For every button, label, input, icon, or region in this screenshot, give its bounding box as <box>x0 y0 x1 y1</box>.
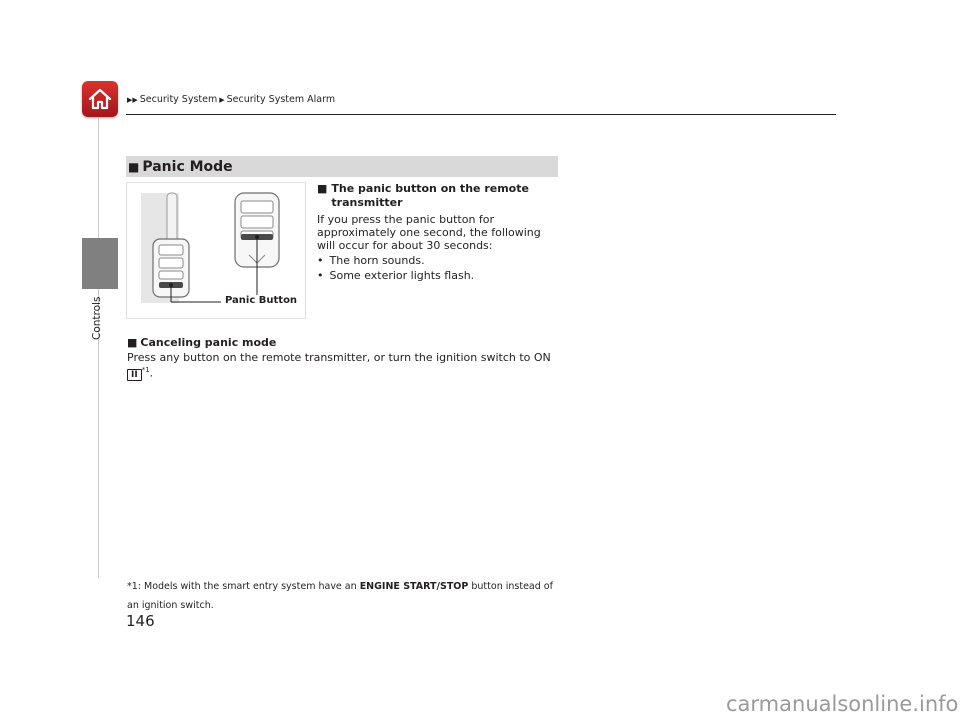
footnote-suffix: button instead of an ignition switch. <box>127 581 553 611</box>
chapter-label: Controls <box>91 296 103 340</box>
bullet-horn <box>317 254 562 267</box>
footnote-ref: *1 <box>141 366 150 374</box>
sentence-end: . <box>149 366 154 380</box>
transmitter-section <box>317 182 562 282</box>
canceling-heading: Canceling panic mode <box>140 336 277 349</box>
bullet-dot-icon: • <box>317 254 324 267</box>
canceling-text-row <box>127 351 567 381</box>
breadcrumb-item-security-system[interactable]: Security System <box>139 94 218 105</box>
footnote-prefix: *1: Models with the smart entry system have an <box>127 581 357 592</box>
side-divider <box>98 118 99 578</box>
bullet-text: Some exterior lights flash. <box>329 269 475 282</box>
panic-button-callout: Panic Button <box>225 295 298 306</box>
transmitter-heading: The panic button on the remote transmitter <box>331 182 529 209</box>
breadcrumb-item-security-system-alarm[interactable]: Security System Alarm <box>226 94 336 105</box>
home-button[interactable] <box>82 81 118 117</box>
canceling-section <box>127 336 567 381</box>
transmitter-heading-row <box>317 182 562 210</box>
ignition-key-label: II <box>127 369 142 381</box>
breadcrumb-arrow-icon: ▶▶ <box>127 95 138 104</box>
canceling-text: Press any button on the remote transmitter, or turn the ignition switch to ON <box>127 351 551 364</box>
footnote <box>127 577 567 615</box>
header-rule <box>126 114 836 115</box>
transmitter-intro: If you press the panic button for approximately one second, the following will occur for about 30 seconds: <box>317 213 541 252</box>
square-bullet-icon: ■ <box>317 182 328 195</box>
bullet-text: The horn sounds. <box>329 254 425 267</box>
page-number: 146 <box>126 612 155 630</box>
chapter-tab[interactable] <box>82 238 118 289</box>
home-icon <box>87 87 113 111</box>
footnote-button-name: ENGINE START/STOP <box>359 581 469 592</box>
section-title: Panic Mode <box>142 158 233 175</box>
square-bullet-icon: ■ <box>128 159 140 174</box>
bullet-dot-icon: • <box>317 269 324 282</box>
section-header <box>126 156 558 177</box>
breadcrumb <box>127 94 335 105</box>
bullet-lights <box>317 269 562 282</box>
canceling-heading-row <box>127 336 567 350</box>
remote-transmitter-figure <box>126 182 306 319</box>
watermark: carmanualsonline.info <box>726 692 959 716</box>
square-bullet-icon: ■ <box>127 336 138 349</box>
breadcrumb-arrow-icon: ▶ <box>219 95 225 104</box>
